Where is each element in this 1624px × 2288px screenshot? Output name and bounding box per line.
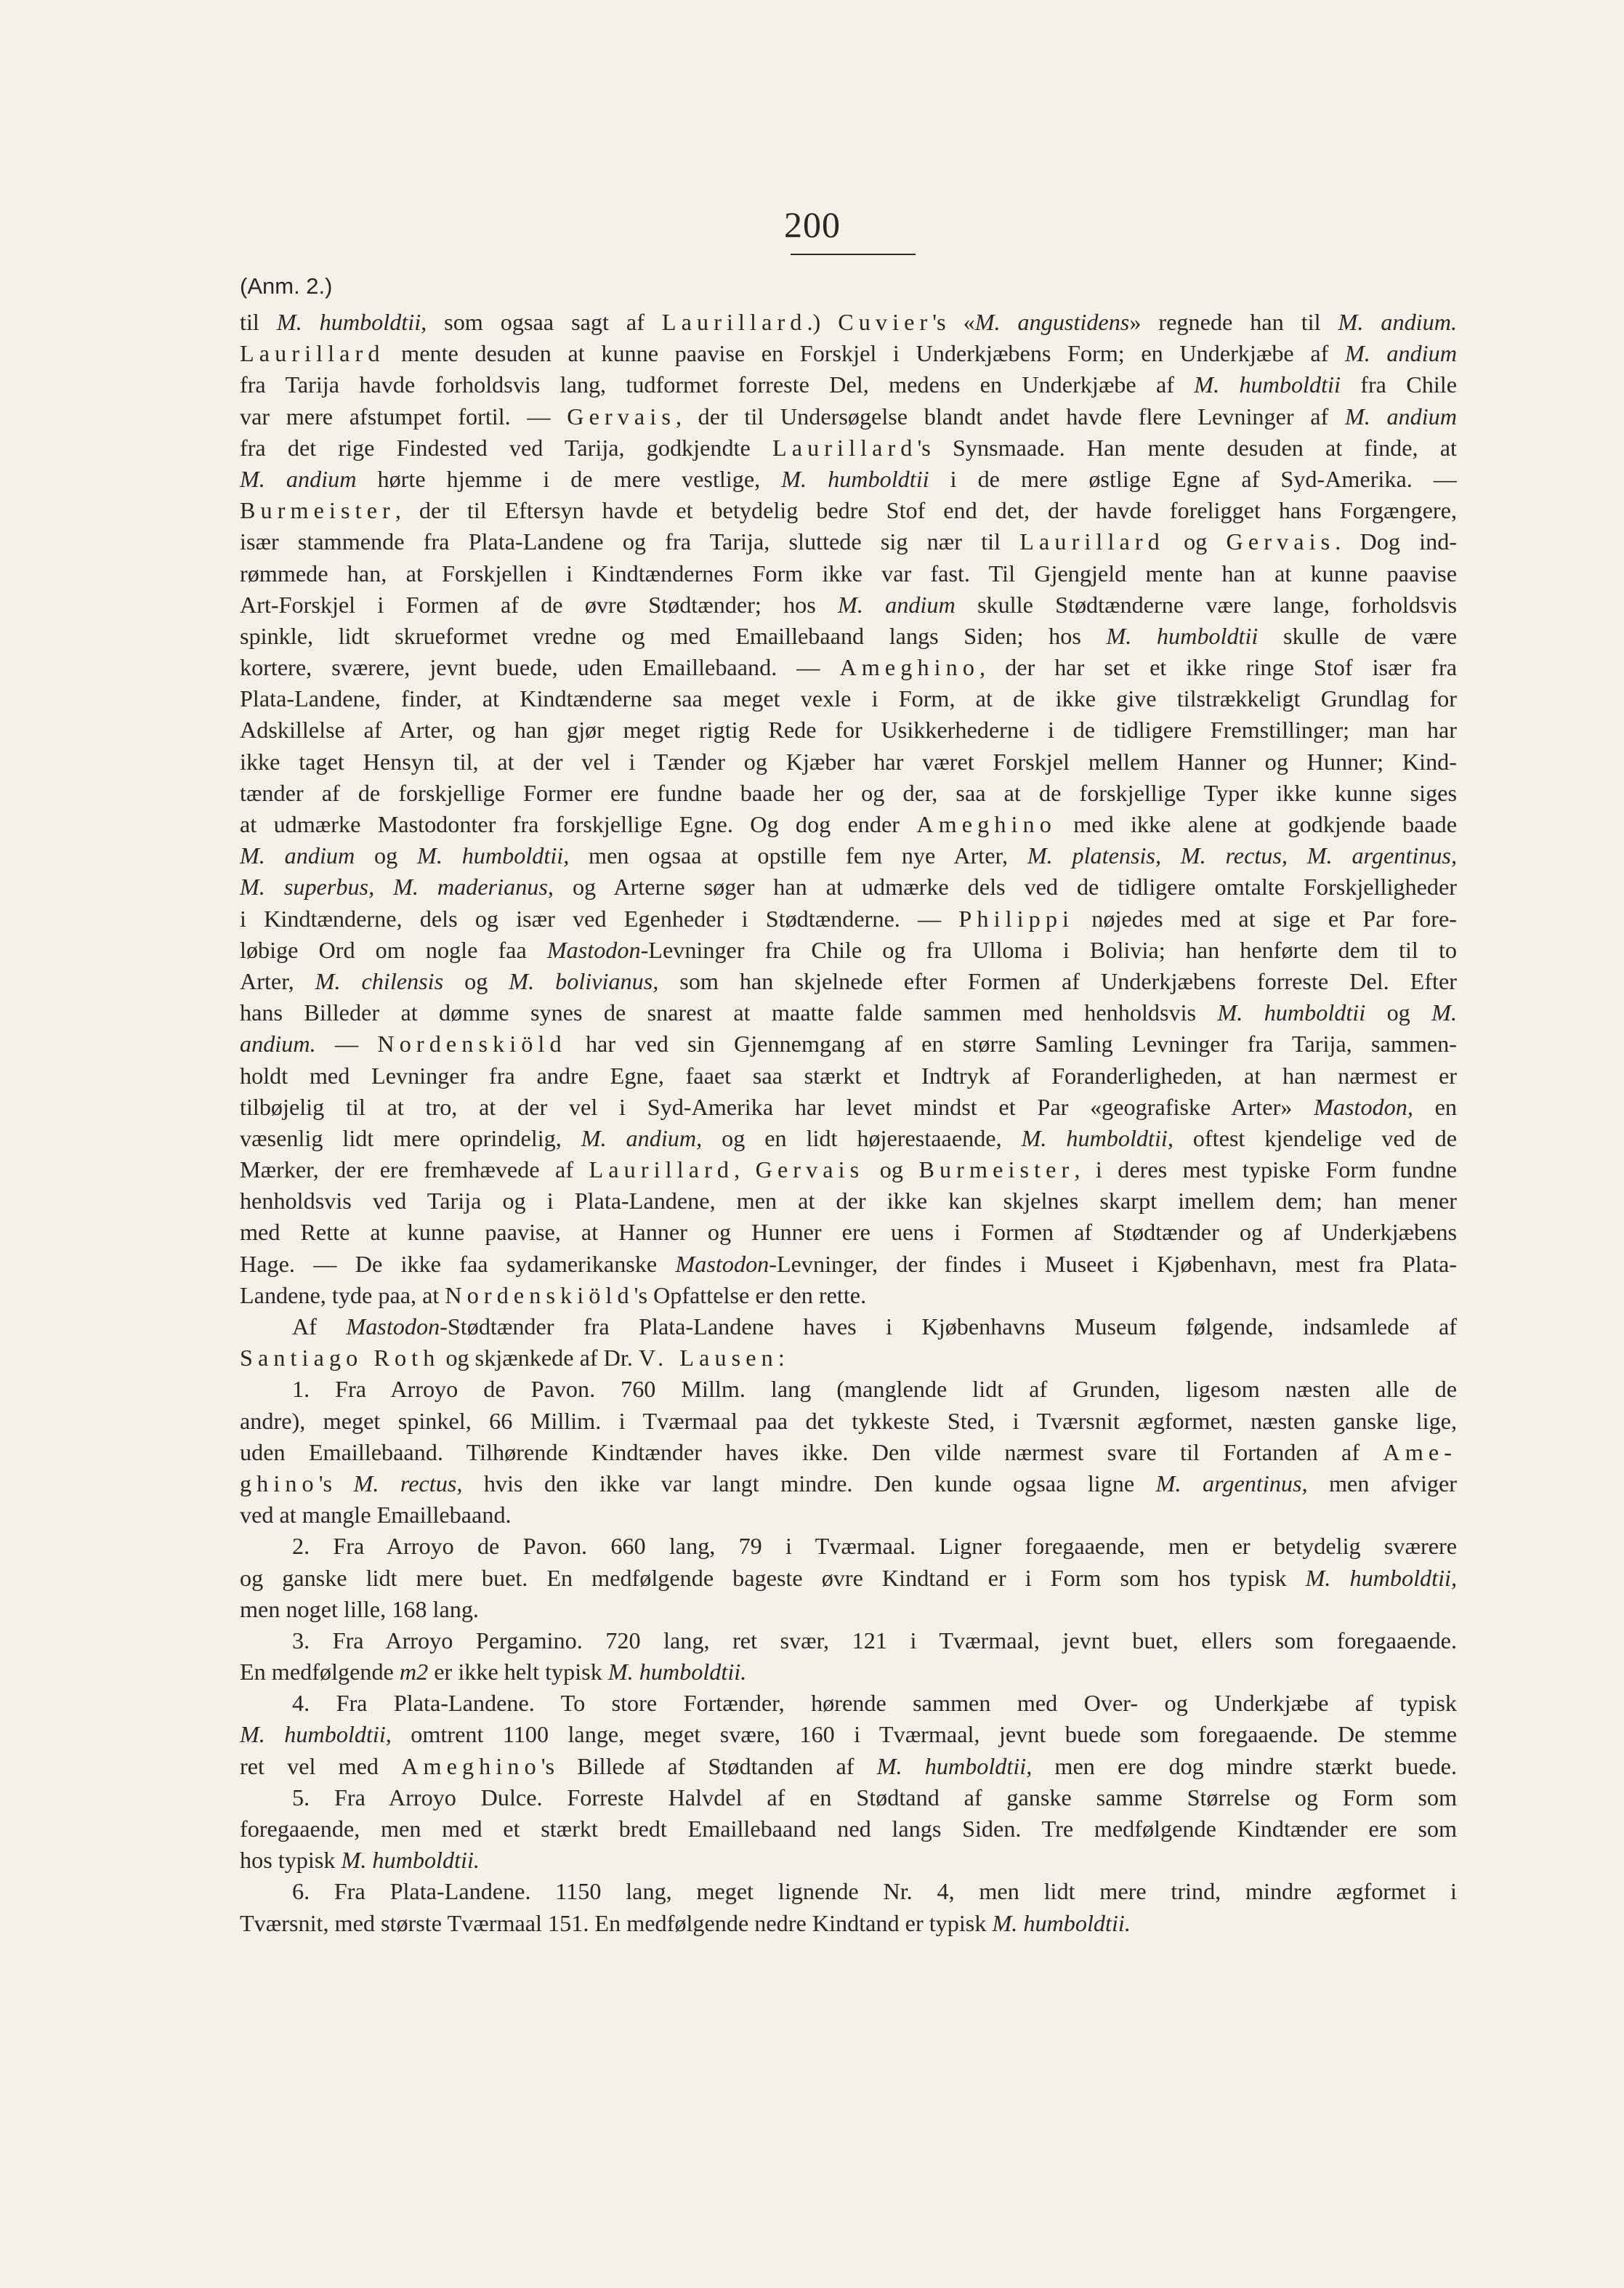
text-run: -Levninger fra Chile og fra Ulloma i Bolivia; han henførte dem til to	[640, 936, 1457, 963]
author-name: Laurillard	[772, 434, 918, 461]
author-name: Laurillard	[1019, 528, 1165, 555]
text-run: mente desuden at kunne paavise en Forskjel i Underkjæbens Form; en Underkjæbe af	[384, 340, 1345, 367]
text-run: og Arterne søger han at udmærke dels ved de tidligere omtalte Forskjelligheder	[553, 874, 1457, 901]
text-run: men ogsaa at opstille fem nye Arter,	[569, 842, 1027, 869]
text-line	[240, 1374, 1457, 1405]
text-line	[240, 432, 1457, 464]
taxon-name: M. humboldtii,	[240, 1721, 392, 1748]
text-line	[240, 1782, 1457, 1813]
text-run: Art-Forskjel i Formen af de øvre Stødtænder; hos	[240, 591, 839, 618]
author-name: Santiago Roth	[240, 1345, 440, 1371]
text-run: —	[315, 1031, 378, 1058]
taxon-name: M. humboldtii	[1217, 999, 1366, 1026]
text-line	[240, 526, 1457, 557]
text-run: som han skjelnede efter Formen af Underkjæbens forreste Del. Efter	[658, 967, 1457, 994]
text-line	[240, 1625, 1457, 1656]
text-line	[240, 1092, 1457, 1123]
author-name: Philippi	[958, 905, 1075, 932]
text-line	[240, 307, 1457, 338]
text-run: og ganske lidt mere buet. En medfølgende bageste øvre Kindtand er i Form som hos typisk	[240, 1564, 1306, 1591]
text-run: men afviger	[1307, 1470, 1457, 1497]
text-line	[240, 1280, 1457, 1311]
text-line	[240, 1845, 1457, 1876]
text-line	[240, 1751, 1457, 1782]
text-run: . Dog ind-	[1335, 528, 1457, 555]
text-run: Plata-Landene, finder, at Kindtænderne saa meget vexle i Form, at de ikke give tilstrækkeligt Grundlag for	[240, 685, 1457, 712]
text-run: i Kindtænderne, dels og især ved Egenheder i Stødtænderne. —	[240, 905, 959, 932]
text-run: løbige Ord om nogle faa	[240, 936, 547, 963]
text-line	[240, 1594, 1457, 1625]
text-run: tænder af de forskjellige Former ere fundne baade her og der, saa at de forskjellige Typer ikke kunne siges	[240, 779, 1457, 806]
text-line	[240, 589, 1457, 621]
text-run: 6. Fra Plata-Landene. 1150 lang, meget lignende Nr. 4, men lidt mere trind, mindre ægformet i	[292, 1878, 1457, 1905]
text-run: tilbøjelig til at tro, at der vel i Syd-Amerika har levet mindst et Par «geografiske Arter»	[240, 1093, 1314, 1120]
text-run: hos typisk	[240, 1847, 342, 1874]
text-run: at udmærke Mastodonter fra forskjellige Egne. Og dog ender	[240, 811, 917, 837]
text-run: Landene, tyde paa, at	[240, 1281, 445, 1308]
taxon-name: Mastodon	[346, 1313, 440, 1340]
text-run: hørte hjemme i de mere vestlige,	[356, 465, 782, 492]
text-line	[240, 401, 1457, 432]
text-run: og	[443, 967, 509, 994]
author-name: Burmeister	[240, 497, 395, 524]
text-line	[240, 1499, 1457, 1531]
taxon-name: M. superbus, M. maderianus,	[240, 874, 554, 901]
taxon-name: M. humboldtii,	[417, 842, 570, 869]
text-run: nøjedes med at sige et Par fore-	[1074, 905, 1457, 932]
text-run: fra Tarija havde forholdsvis lang, tudformet forreste Del, medens en Underkjæbe af	[240, 371, 1195, 398]
taxon-name: M. humboldtii.	[607, 1659, 747, 1685]
text-run: ,	[734, 1156, 756, 1183]
text-run: men noget lille, 168 lang.	[240, 1595, 479, 1622]
author-name: Cuvier	[838, 309, 933, 335]
author-name: Laurillard	[589, 1156, 735, 1183]
text-run: hans Billeder at dømme synes de snarest at maatte falde sammen med henholdsvis	[240, 999, 1218, 1026]
text-line	[240, 1688, 1457, 1719]
taxon-name: M. humboldtii,	[1305, 1564, 1457, 1591]
text-run: en	[1413, 1093, 1457, 1120]
text-run: kortere, sværere, jevnt buede, uden Emaillebaand. —	[240, 654, 840, 681]
taxon-name: M. humboldtii.	[341, 1847, 480, 1874]
author-name: Laurillard	[661, 309, 807, 335]
author-name: Gervais	[755, 1156, 865, 1183]
text-line	[240, 652, 1457, 683]
text-run: , der til Undersøgelse blandt andet havde flere Levninger af	[675, 403, 1345, 430]
text-run: i de mere østlige Egne af Syd-Amerika. —	[929, 465, 1457, 492]
author-name: Nordenskiöld	[377, 1031, 567, 1058]
taxon-name: m2	[399, 1659, 429, 1685]
text-line	[240, 1342, 1457, 1374]
taxon-name: M. andium.	[1338, 309, 1457, 335]
taxon-name: M. andium	[240, 465, 357, 492]
author-name: Burmeister	[918, 1156, 1075, 1183]
text-run: » regnede han til	[1129, 309, 1338, 335]
text-line	[240, 369, 1457, 400]
text-run: Tværsnit, med største Tværmaal 151. En medfølgende nedre Kindtand er typisk	[240, 1909, 993, 1936]
text-run: foregaaende, men med et stærkt bredt Emaillebaand ned langs Siden. Tre medfølgende Kindtænder ere som	[240, 1816, 1457, 1842]
text-line	[240, 558, 1457, 589]
taxon-name: Mastodon	[546, 936, 641, 963]
taxon-name: M. humboldtii,	[876, 1752, 1033, 1779]
text-run: henholdsvis ved Tarija og i Plata-Landene, men at der ikke kan skjelnes skarpt imellem dem; han mener	[240, 1188, 1457, 1215]
text-run: ret vel med	[240, 1752, 402, 1779]
text-run: spinkle, lidt skrueformet vredne og med Emaillebaand langs Siden; hos	[240, 622, 1107, 649]
author-name: Ameghino	[916, 811, 1057, 837]
text-run: ikke taget Hensyn til, at der vel i Tænder og Kjæber har været Forskjel mellem Hanner og Hunner; Kind-	[240, 748, 1457, 775]
text-run: 's	[318, 1470, 354, 1497]
author-name: Nordenskiöld	[445, 1281, 634, 1308]
text-line	[240, 714, 1457, 746]
text-line	[240, 1217, 1457, 1248]
taxon-name: M. humboldtii,	[276, 309, 427, 335]
author-name: V. Lausen	[638, 1345, 778, 1371]
text-line	[240, 1311, 1457, 1342]
taxon-name: M. humboldtii,	[1021, 1124, 1173, 1151]
author-name: Ame-	[1383, 1438, 1457, 1465]
text-line	[240, 1154, 1457, 1185]
text-run: med Rette at kunne paavise, at Hanner og Hunner ere uens i Formen af Stødtænder og af Underkjæbens	[240, 1219, 1457, 1246]
text-line	[240, 495, 1457, 526]
text-line	[240, 1563, 1457, 1594]
taxon-name: M. chilensis	[315, 967, 444, 994]
text-line	[240, 1406, 1457, 1437]
page-number-rule	[791, 254, 916, 255]
text-run: er ikke helt typisk	[428, 1659, 608, 1685]
taxon-name: andium.	[240, 1031, 316, 1058]
text-run: især stammende fra Plata-Landene og fra Tarija, sluttede sig nær til	[240, 528, 1020, 555]
text-line	[240, 1028, 1457, 1060]
text-run: og	[355, 842, 418, 869]
text-line	[240, 621, 1457, 652]
text-run: En medfølgende	[240, 1659, 400, 1685]
text-run: -Stødtænder fra Plata-Landene haves i Kjøbenhavns Museum følgende, indsamlede af	[440, 1313, 1457, 1340]
text-line	[240, 809, 1457, 840]
text-run: oftest kjendelige ved de	[1173, 1124, 1457, 1151]
text-line	[240, 903, 1457, 935]
text-run: 3. Fra Arroyo Pergamino. 720 lang, ret svær, 121 i Tværmaal, jevnt buet, ellers som foregaaende.	[292, 1627, 1457, 1653]
text-line	[240, 1719, 1457, 1750]
text-run: 's Opfattelse er den rette.	[634, 1281, 867, 1308]
taxon-name: Mastodon,	[1314, 1093, 1413, 1120]
author-name: ghino	[240, 1470, 319, 1497]
text-run: som ogsaa sagt af	[427, 309, 662, 335]
text-run: 's Synsmaade. Han mente desuden at finde, at	[917, 434, 1457, 461]
note-label: (Anm. 2.)	[240, 273, 333, 299]
author-name: Ameghino	[401, 1752, 541, 1779]
text-run: andre), meget spinkel, 66 Millim. i Tværmaal paa det tykkeste Sted, i Tværsnit ægformet, næsten ganske lige,	[240, 1407, 1457, 1434]
text-line	[240, 1531, 1457, 1562]
text-run: og	[1365, 999, 1432, 1026]
text-run: , der til Eftersyn havde et betydelig bedre Stof end det, der havde foreligget hans Forgængere,	[395, 497, 1457, 524]
taxon-name: M. humboldtii	[1194, 371, 1341, 398]
text-line	[240, 683, 1457, 714]
text-line	[240, 464, 1457, 495]
taxon-name: M. humboldtii	[781, 465, 929, 492]
text-run: holdt med Levninger fra andre Egne, faaet saa stærkt et Indtryk af Foranderligheden, at han nærmest er	[240, 1062, 1457, 1089]
text-line	[240, 997, 1457, 1028]
text-run: 's Billede af Stødtanden af	[541, 1752, 877, 1779]
author-name: Gervais	[1226, 528, 1336, 555]
text-run: og	[864, 1156, 919, 1183]
text-run: , i deres mest typiske Form fundne	[1074, 1156, 1457, 1183]
text-run: ved at mangle Emaillebaand.	[240, 1502, 512, 1528]
text-run: Af	[292, 1313, 347, 1340]
text-run: skulle de være	[1258, 622, 1457, 649]
taxon-name: M. andium,	[581, 1124, 703, 1151]
text-run: og en lidt højerestaaende,	[702, 1124, 1022, 1151]
text-run: Arter,	[240, 967, 315, 994]
text-line	[240, 778, 1457, 809]
taxon-name: M. andium	[1344, 403, 1457, 430]
text-run: 5. Fra Arroyo Dulce. Forreste Halvdel af en Stødtand af ganske samme Størrelse og Form som	[292, 1784, 1457, 1810]
author-name: Ameghino	[839, 654, 980, 681]
text-run: væsenlig lidt mere oprindelig,	[240, 1124, 581, 1151]
text-line	[240, 1876, 1457, 1907]
text-line	[240, 1249, 1457, 1280]
taxon-name: M. platensis, M. rectus, M. argentinus,	[1027, 842, 1457, 869]
text-run: :	[777, 1345, 785, 1371]
text-run: .)	[807, 309, 839, 335]
text-line	[240, 840, 1457, 871]
text-run: 's «	[932, 309, 975, 335]
taxon-name: M. andium	[1344, 340, 1457, 367]
text-run: fra det rige Findested ved Tarija, godkjendte	[240, 434, 772, 461]
text-run: omtrent 1100 lange, meget svære, 160 i Tværmaal, jevnt buede som foregaaende. De stemme	[391, 1721, 1457, 1748]
text-line	[240, 966, 1457, 997]
taxon-name: M. angustidens	[974, 309, 1130, 335]
text-run: Hage. — De ikke faa sydamerikanske	[240, 1250, 676, 1277]
text-run: Adskillelse af Arter, og han gjør meget rigtig Rede for Usikkerhederne i de tidligere Fremstillinger; man har	[240, 717, 1457, 744]
text-line	[240, 1813, 1457, 1845]
taxon-name: Mastodon	[675, 1250, 769, 1277]
text-run: skulle Stødtænderne være lange, forholdsvis	[955, 591, 1457, 618]
text-run: til	[240, 309, 277, 335]
taxon-name: M. andium	[240, 842, 355, 869]
text-run: og	[1164, 528, 1227, 555]
text-line	[240, 871, 1457, 903]
text-run: Mærker, der ere fremhævede af	[240, 1156, 589, 1183]
text-run: var mere afstumpet fortil. —	[240, 403, 567, 430]
taxon-name: M. humboldtii	[1106, 622, 1259, 649]
taxon-name: M. andium	[838, 591, 956, 618]
taxon-name: M. argentinus,	[1155, 1470, 1308, 1497]
text-run: hvis den ikke var langt mindre. Den kunde ogsaa ligne	[462, 1470, 1156, 1497]
text-run: fra Chile	[1340, 371, 1457, 398]
text-line	[240, 1437, 1457, 1468]
text-run: med ikke alene at godkjende baade	[1056, 811, 1457, 837]
taxon-name: M. bolivianus,	[509, 967, 659, 994]
text-line	[240, 1908, 1457, 1939]
text-line	[240, 1468, 1457, 1499]
author-name: Laurillard	[240, 340, 385, 367]
text-run: , der har set et ikke ringe Stof især fra	[979, 654, 1457, 681]
taxon-name: M.	[1431, 999, 1457, 1026]
page-number: 200	[784, 204, 841, 245]
text-run: uden Emaillebaand. Tilhørende Kindtænder haves ikke. Den vilde nærmest svare til Fortanden af	[240, 1438, 1383, 1465]
text-run: og skjænkede af Dr.	[440, 1345, 639, 1371]
text-line	[240, 1185, 1457, 1217]
text-line	[240, 1656, 1457, 1688]
text-line	[240, 1123, 1457, 1154]
text-run: 4. Fra Plata-Landene. To store Fortænder, hørende sammen med Over- og Underkjæbe af typisk	[292, 1690, 1457, 1717]
text-run: har ved sin Gjennemgang af en større Samling Levninger fra Tarija, sammen-	[566, 1031, 1457, 1058]
text-line	[240, 338, 1457, 369]
body-text	[240, 307, 1457, 1939]
text-run: -Levninger, der findes i Museet i Kjøbenhavn, mest fra Plata-	[769, 1250, 1457, 1277]
text-run: rømmede han, at Forskjellen i Kindtændernes Form ikke var fast. Til Gjengjeld mente han at kunne paavise	[240, 560, 1457, 587]
text-run: 2. Fra Arroyo de Pavon. 660 lang, 79 i Tværmaal. Ligner foregaaende, men er betydelig sværere	[292, 1533, 1457, 1560]
text-line	[240, 935, 1457, 966]
text-run: men ere dog mindre stærkt buede.	[1032, 1752, 1457, 1779]
author-name: Gervais	[567, 403, 676, 430]
taxon-name: M. rectus,	[353, 1470, 463, 1497]
text-run: 1. Fra Arroyo de Pavon. 760 Millm. lang (manglende lidt af Grunden, ligesom næsten alle de	[292, 1376, 1457, 1403]
text-line	[240, 746, 1457, 778]
text-line	[240, 1060, 1457, 1092]
taxon-name: M. humboldtii.	[992, 1909, 1131, 1936]
